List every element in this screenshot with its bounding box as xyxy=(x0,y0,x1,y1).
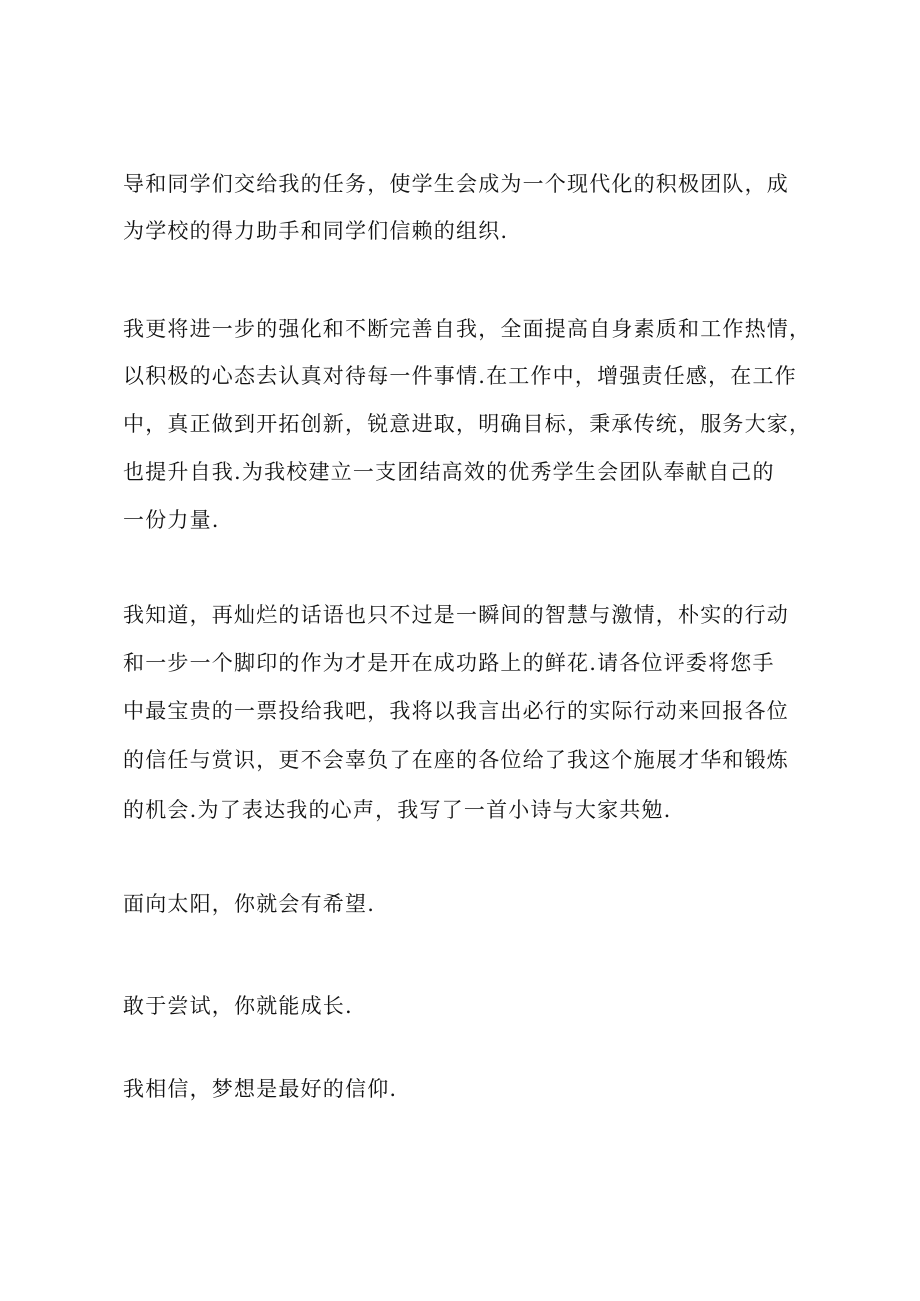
paragraph-3-line: 中最宝贵的一票投给我吧，我将以我言出必行的实际行动来回报各位 xyxy=(123,699,789,723)
paragraph-2-line: 以积极的心态去认真对待每一件事情.在工作中，增强责任感，在工作 xyxy=(123,364,797,388)
paragraph-2-line: 中，真正做到开拓创新，锐意进取，明确目标，秉承传统，服务大家， xyxy=(123,412,812,436)
paragraph-2-line: 一份力量. xyxy=(123,508,220,532)
paragraph-3-line: 的信任与赏识，更不会辜负了在座的各位给了我这个施展才华和锻炼 xyxy=(123,748,789,772)
poem-line-1: 面向太阳，你就会有希望. xyxy=(123,892,376,916)
paragraph-3-line: 我知道，再灿烂的话语也只不过是一瞬间的智慧与激情，朴实的行动 xyxy=(123,603,789,627)
paragraph-2-line: 我更将进一步的强化和不断完善自我，全面提高自身素质和工作热情， xyxy=(123,317,812,341)
paragraph-1-line: 为学校的得力助手和同学们信赖的组织. xyxy=(123,219,509,243)
poem-line-2: 敢于尝试，你就能成长. xyxy=(123,994,353,1018)
paragraph-3-line: 的机会.为了表达我的心声，我写了一首小诗与大家共勉. xyxy=(123,798,672,822)
paragraph-1-line: 导和同学们交给我的任务，使学生会成为一个现代化的积极团队，成 xyxy=(123,172,789,196)
paragraph-2-line: 也提升自我.为我校建立一支团结高效的优秀学生会团队奉献自己的 xyxy=(123,460,775,484)
paragraph-3-line: 和一步一个脚印的作为才是开在成功路上的鲜花.请各位评委将您手 xyxy=(123,651,775,675)
poem-line-3: 我相信，梦想是最好的信仰. xyxy=(123,1077,398,1101)
